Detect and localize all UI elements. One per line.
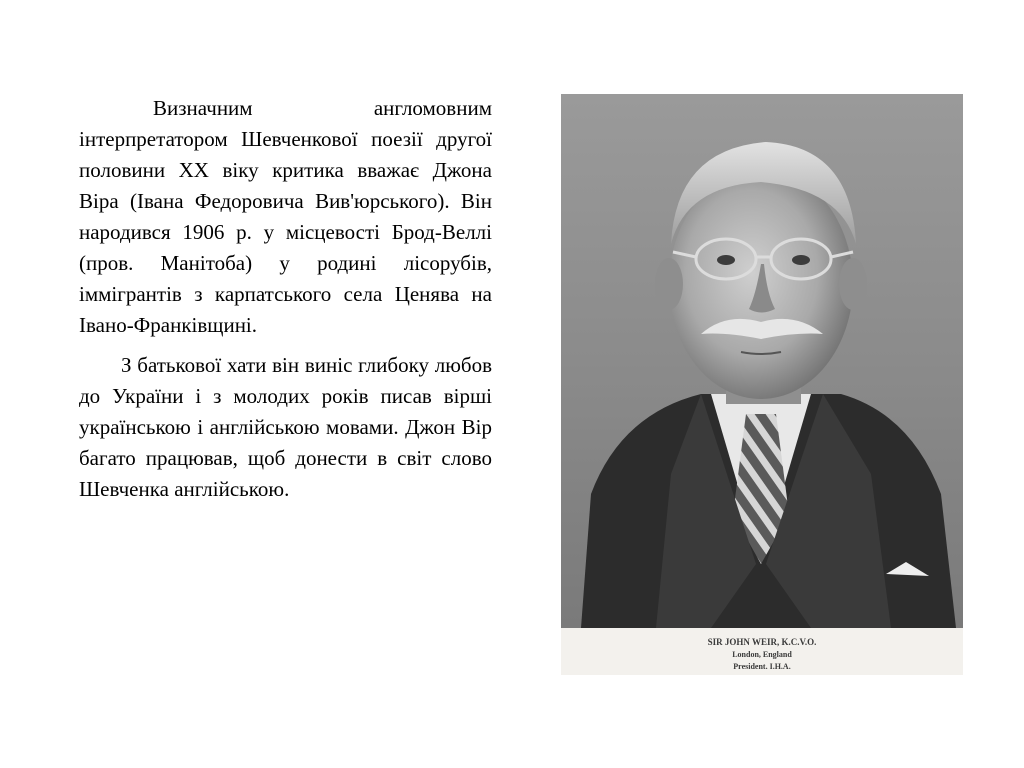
caption-title: President. I.H.A. <box>733 662 791 671</box>
paragraph-legacy: З батькової хати він виніс глибоку любов до України і з молодих років писав вірші українською і англійською мовами. Джон Вір багато працював, щоб донести в світ слово Шевченка англійською. <box>79 353 492 501</box>
portrait-photo <box>561 94 963 675</box>
portrait-image <box>561 94 963 675</box>
body-text <box>79 93 492 514</box>
paragraph-intro: Визначним англомовним інтерпретатором Шевченкової поезії другої половини ХХ віку критика вважає Джона Віра (Івана Федоровича Вив'юрського). Він народився 1906 р. у місцевості Брод-Веллі (пров. Манітоба) у родині лісорубів, іммігрантів з карпатського села Ценява на Івано-Франківщині. <box>79 96 492 337</box>
caption-name: SIR JOHN WEIR, K.C.V.O. <box>707 637 817 647</box>
caption-location: London, England <box>732 650 792 659</box>
